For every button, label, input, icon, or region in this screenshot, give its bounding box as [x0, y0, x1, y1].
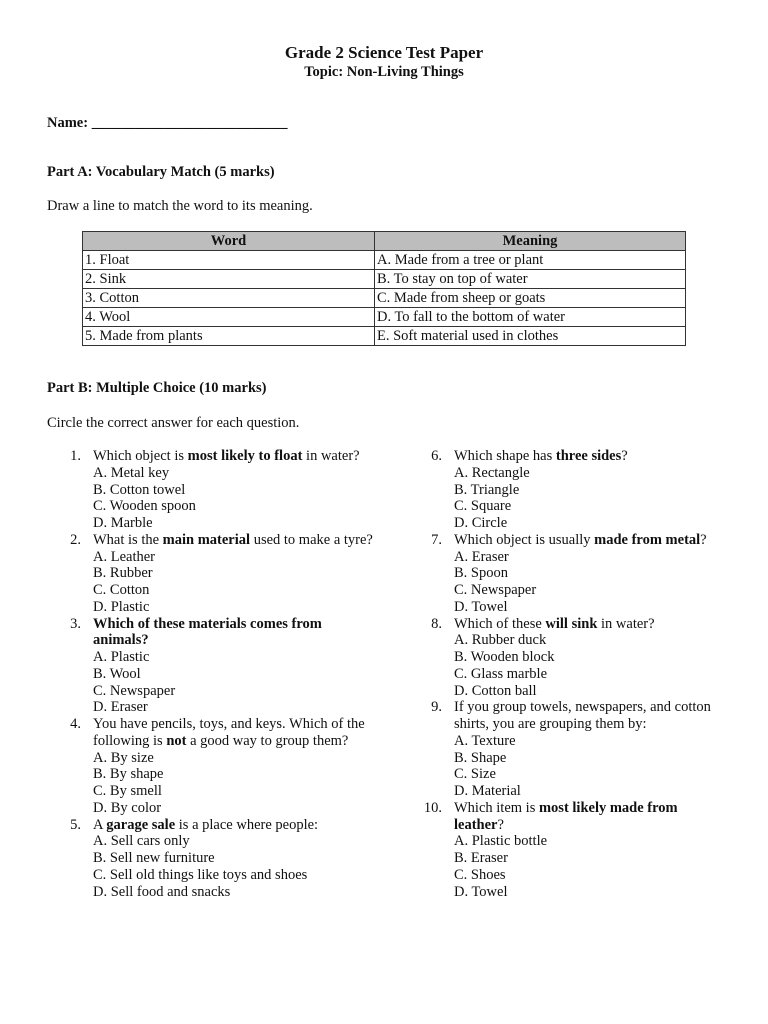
question-8: [408, 616, 718, 700]
answer-option[interactable]: A. Eraser: [454, 548, 509, 565]
answer-option[interactable]: B. Triangle: [454, 481, 520, 498]
answer-option[interactable]: B. Rubber: [93, 565, 153, 582]
question-text: Which item is most likely made from leather?: [454, 799, 678, 833]
question-3: [47, 616, 377, 717]
word-cell: 4. Wool: [83, 308, 375, 327]
answer-option[interactable]: B. Sell new furniture: [93, 850, 215, 866]
answer-option[interactable]: B. Cotton towel: [93, 481, 186, 498]
question-4: [47, 716, 377, 817]
question-text: Which of these will sink in water?: [454, 615, 655, 632]
answer-option[interactable]: C. Glass marble: [454, 665, 548, 682]
answer-option[interactable]: D. By color: [93, 799, 162, 816]
word-cell: 2. Sink: [83, 270, 375, 289]
table-row: [83, 327, 686, 346]
question-number: 1.: [70, 448, 81, 464]
question-number: 4.: [70, 716, 81, 732]
word-cell: 1. Float: [83, 251, 375, 270]
question-text: Which object is most likely to float in water?: [93, 448, 360, 464]
answer-option[interactable]: D. Circle: [454, 515, 508, 531]
answer-option[interactable]: B. Wool: [93, 665, 141, 682]
table-row: [83, 308, 686, 327]
answer-option[interactable]: A. Rectangle: [454, 464, 530, 481]
table-row: [83, 251, 686, 270]
meaning-cell: E. Soft material used in clothes: [375, 327, 686, 346]
word-cell: 3. Cotton: [83, 289, 375, 308]
answer-option[interactable]: B. Eraser: [454, 850, 508, 866]
part-b-heading: Part B: Multiple Choice (10 marks): [47, 380, 267, 396]
table-row: [83, 270, 686, 289]
question-number: 6.: [431, 448, 442, 464]
answer-option[interactable]: B. Shape: [454, 749, 507, 766]
table-row: [83, 289, 686, 308]
questions-right-column: [408, 448, 718, 900]
answer-option[interactable]: A. Plastic: [93, 649, 150, 665]
question-number: 8.: [431, 615, 442, 632]
page-title: Grade 2 Science Test Paper: [284, 43, 484, 62]
part-a-instruction: Draw a line to match the word to its meaning.: [47, 198, 313, 214]
question-number: 7.: [431, 531, 442, 548]
question-text: Which shape has three sides?: [454, 448, 628, 464]
question-7: [408, 532, 718, 616]
question-text: What is the main material used to make a tyre?: [93, 531, 373, 548]
vocabulary-table: [82, 231, 686, 346]
question-text: A garage sale is a place where people:: [93, 816, 319, 833]
answer-option[interactable]: A. Plastic bottle: [454, 833, 548, 850]
meaning-cell: A. Made from a tree or plant: [375, 251, 686, 270]
answer-option[interactable]: A. Sell cars only: [93, 833, 190, 850]
column-header-word: Word: [83, 232, 375, 251]
page-subtitle: Topic: Non-Living Things: [304, 64, 464, 80]
question-text: If you group towels, newspapers, and cotton shirts, you are grouping them by:: [454, 699, 711, 732]
question-text: Which of these materials comes from animals?: [93, 615, 322, 649]
answer-option[interactable]: D. Eraser: [93, 699, 148, 716]
question-6: [408, 448, 718, 532]
question-5: [47, 817, 377, 901]
question-2: [47, 532, 377, 616]
table-header-row: [83, 232, 686, 251]
answer-option[interactable]: D. Sell food and snacks: [93, 883, 231, 900]
answer-option[interactable]: A. By size: [93, 749, 154, 766]
question-text: Which object is usually made from metal?: [454, 531, 707, 548]
answer-option[interactable]: B. Wooden block: [454, 649, 555, 665]
column-header-meaning: Meaning: [375, 232, 686, 251]
answer-option[interactable]: C. Sell old things like toys and shoes: [93, 866, 308, 883]
name-field-label: Name: ___________________________: [47, 115, 288, 131]
question-number: 9.: [431, 699, 442, 716]
answer-option[interactable]: D. Plastic: [93, 598, 150, 615]
answer-option[interactable]: A. Rubber duck: [454, 632, 547, 649]
answer-option[interactable]: C. Cotton: [93, 582, 150, 598]
answer-option[interactable]: C. Newspaper: [93, 682, 176, 699]
question-number: 5.: [70, 816, 81, 833]
part-b-instruction: Circle the correct answer for each question.: [47, 415, 300, 431]
answer-option[interactable]: C. Square: [454, 498, 512, 515]
answer-option[interactable]: D. Material: [454, 783, 521, 799]
answer-option[interactable]: B. By shape: [93, 766, 164, 783]
answer-option[interactable]: D. Towel: [454, 598, 508, 615]
answer-option[interactable]: C. Shoes: [454, 866, 506, 883]
question-number: 3.: [70, 615, 81, 632]
questions-left-column: [47, 448, 377, 900]
answer-option[interactable]: D. Towel: [454, 883, 508, 900]
meaning-cell: B. To stay on top of water: [375, 270, 686, 289]
answer-option[interactable]: C. Newspaper: [454, 582, 537, 598]
answer-option[interactable]: A. Metal key: [93, 464, 170, 481]
question-text: You have pencils, toys, and keys. Which of the following is not a good way to group them?: [93, 716, 365, 749]
answer-option[interactable]: D. Cotton ball: [454, 682, 537, 699]
answer-option[interactable]: C. Size: [454, 766, 496, 783]
answer-option[interactable]: C. By smell: [93, 783, 162, 799]
question-number: 10.: [423, 799, 442, 816]
meaning-cell: D. To fall to the bottom of water: [375, 308, 686, 327]
answer-option[interactable]: A. Texture: [454, 732, 516, 749]
meaning-cell: C. Made from sheep or goats: [375, 289, 686, 308]
question-number: 2.: [70, 531, 81, 548]
answer-option[interactable]: D. Marble: [93, 515, 153, 531]
question-9: [408, 699, 718, 800]
word-cell: 5. Made from plants: [83, 327, 375, 346]
question-1: [47, 448, 377, 532]
answer-option[interactable]: B. Spoon: [454, 565, 508, 582]
answer-option[interactable]: A. Leather: [93, 548, 155, 565]
answer-option[interactable]: C. Wooden spoon: [93, 498, 196, 515]
part-a-heading: Part A: Vocabulary Match (5 marks): [47, 164, 275, 180]
question-10: [408, 800, 718, 901]
